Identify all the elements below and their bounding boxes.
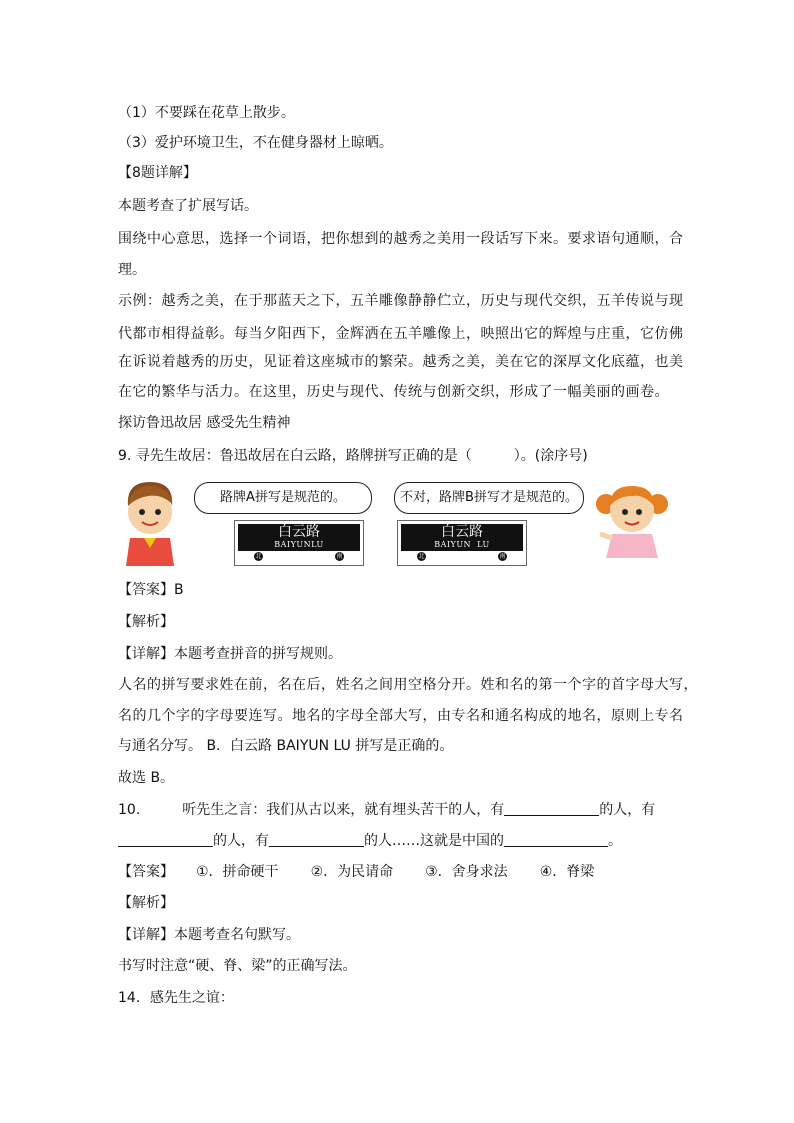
- example-line: 示例：越秀之美，在于那蓝天之下，五羊雕像静静伫立，历史与现代交织，五羊传说与现: [118, 293, 684, 309]
- example-line: 在它的繁华与活力。在这里，历史与现代、传统与创新交织，形成了一幅美丽的画卷。: [118, 384, 669, 400]
- sign-a-pinyin: BAIYUNLU: [274, 540, 324, 549]
- answer-label: 【答案】B: [118, 582, 184, 598]
- question-9: 9. 寻先生故居：鲁迅故居在白云路，路牌拼写正确的是（ ）。(涂序号): [118, 448, 588, 464]
- conclusion-line: 故选 B。: [118, 770, 175, 786]
- question-14: 14．感先生之谊：: [118, 990, 234, 1006]
- question-10-line-2: 的人，有 的人……这就是中国的 。: [118, 831, 622, 851]
- north-marker: 北: [255, 553, 262, 560]
- detail-line: 名的几个字的字母要连写。地名的字母全部大写，由专名和通名构成的地名，原则上专名: [118, 708, 684, 724]
- speech-bubble-left: 路牌A拼写是规范的。: [194, 482, 372, 514]
- answer-line-3: （3）爱护环境卫生，不在健身器材上晾晒。: [118, 135, 393, 151]
- road-sign-figure: [118, 476, 678, 568]
- fill-blank: [118, 832, 213, 847]
- fill-blank: [504, 832, 608, 847]
- road-sign-a: [234, 520, 364, 566]
- example-line: 代都市相得益彰。每当夕阳西下，金辉洒在五羊雕像上，映照出它的辉煌与庄重，它仿佛: [118, 326, 684, 342]
- explanation-line: 围绕中心意思，选择一个词语，把你想到的越秀之美用一段话写下来。要求语句通顺，合: [118, 231, 684, 247]
- answers-line: 【答案】 ①．拼命硬干 ②．为民请命 ③．舍身求法 ④．脊梁: [118, 864, 595, 880]
- detail-line: 【详解】本题考查名句默写。: [118, 927, 300, 943]
- section-heading-q8: 【8题详解】: [118, 165, 197, 181]
- south-marker: 南: [499, 553, 506, 560]
- detail-line: 【详解】本题考查拼音的拼写规则。: [118, 646, 342, 662]
- analysis-label: 【解析】: [118, 895, 174, 911]
- sign-a-chinese: 白云路: [278, 524, 320, 540]
- analysis-label: 【解析】: [118, 614, 174, 630]
- answer-line-1: （1）不要踩在花草上散步。: [118, 105, 295, 121]
- sign-b-pinyin: BAIYUN LU: [434, 540, 490, 549]
- detail-line: 人名的拼写要求姓在前，名在后，姓名之间用空格分开。姓和名的第一个字的首字母大写，: [118, 677, 698, 693]
- section-title: 探访鲁迅故居 感受先生精神: [118, 415, 291, 431]
- question-10-line-1: 10. 听先生之言：我们从古以来，就有埋头苦干的人，有 的人，有: [118, 802, 656, 818]
- north-marker: 北: [418, 553, 425, 560]
- speech-bubble-right: 不对，路牌B拼写才是规范的。: [394, 482, 584, 514]
- sign-b-chinese: 白云路: [441, 524, 483, 540]
- road-sign-b: [397, 520, 527, 566]
- south-marker: 南: [336, 553, 343, 560]
- girl-icon: [592, 478, 672, 558]
- detail-line: 与通名分写。 B．白云路 BAIYUN LU 拼写是正确的。: [118, 738, 454, 754]
- fill-blank: [504, 801, 599, 816]
- example-line: 在诉说着越秀的历史，见证着这座城市的繁荣。越秀之美，美在它的深厚文化底蕴，也美: [118, 354, 684, 370]
- fill-blank: [269, 832, 364, 847]
- explanation-line: 本题考查了扩展写话。: [118, 198, 258, 214]
- explanation-line: 理。: [118, 262, 146, 278]
- boy-icon: [118, 476, 180, 566]
- detail-line: 书写时注意“硬、脊、梁”的正确写法。: [118, 958, 357, 974]
